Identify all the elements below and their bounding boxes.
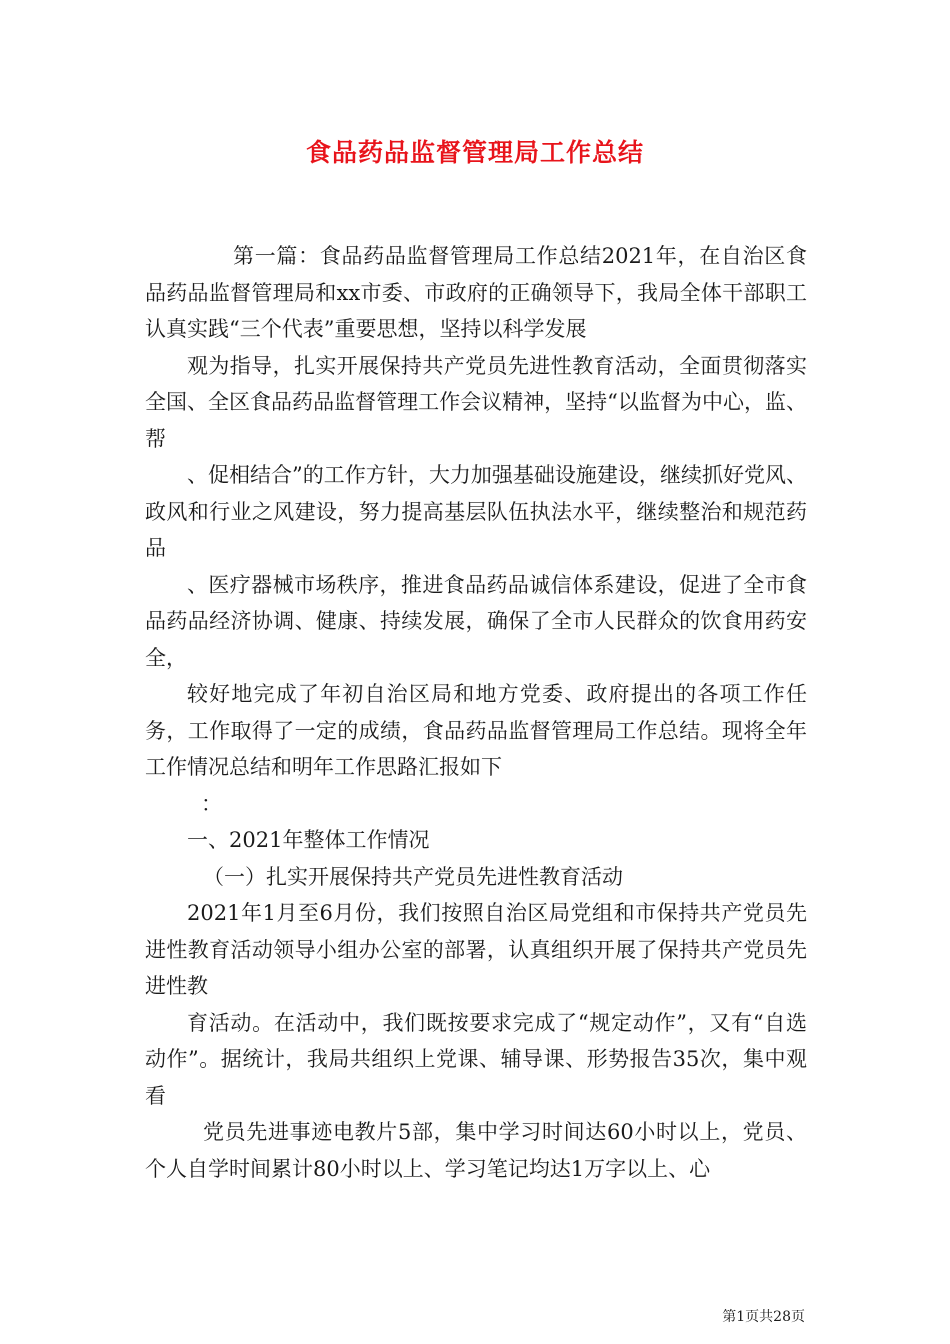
paragraph: 观为指导，扎实开展保持共产党员先进性教育活动，全面贯彻落实全国、全区食品药品监督管理工作会议精神，坚持“以监督为中心，监、帮	[145, 353, 807, 451]
paragraph: ：	[201, 791, 222, 816]
paragraph: 较好地完成了年初自治区局和地方党委、政府提出的各项工作任务，工作取得了一定的成绩，食品药品监督管理局工作总结。现将全年工作情况总结和明年工作思路汇报如下	[145, 682, 807, 779]
paragraph: 、促相结合”的工作方针，大力加强基础设施建设，继续抓好党风、政风和行业之风建设，努力提高基层队伍执法水平，继续整治和规范药品	[145, 463, 807, 560]
paragraph: 党员先进事迹电教片5部，集中学习时间达60小时以上，党员、个人自学时间累计80小时以上、学习笔记均达1万字以上、心	[145, 1120, 807, 1181]
paragraph: 、医疗器械市场秩序，推进食品药品诚信体系建设，促进了全市食品药品经济协调、健康、持续发展，确保了全市人民群众的饮食用药安全，	[145, 572, 807, 670]
page-number: 第1页共28页	[722, 1309, 805, 1325]
section-heading: 一、2021年整体工作情况	[187, 828, 430, 852]
paragraph: 育活动。在活动中，我们既按要求完成了“规定动作”，又有“自选动作”。据统计，我局共组织上党课、辅导课、形势报告35次，集中观看	[145, 1010, 807, 1108]
paragraph: 2021年1月至6月份，我们按照自治区局党组和市保持共产党员先进性教育活动领导小组办公室的部署，认真组织开展了保持共产党员先进性教	[145, 901, 807, 998]
paragraph: 第一篇：食品药品监督管理局工作总结2021年，在自治区食品药品监督管理局和xx市委、市政府的正确领导下，我局全体干部职工认真实践“三个代表”重要思想，坚持以科学发展	[145, 244, 807, 341]
subsection-heading: （一）扎实开展保持共产党员先进性教育活动	[203, 864, 623, 889]
document-title: 食品药品监督管理局工作总结	[305, 138, 644, 167]
document-body	[145, 238, 807, 1187]
